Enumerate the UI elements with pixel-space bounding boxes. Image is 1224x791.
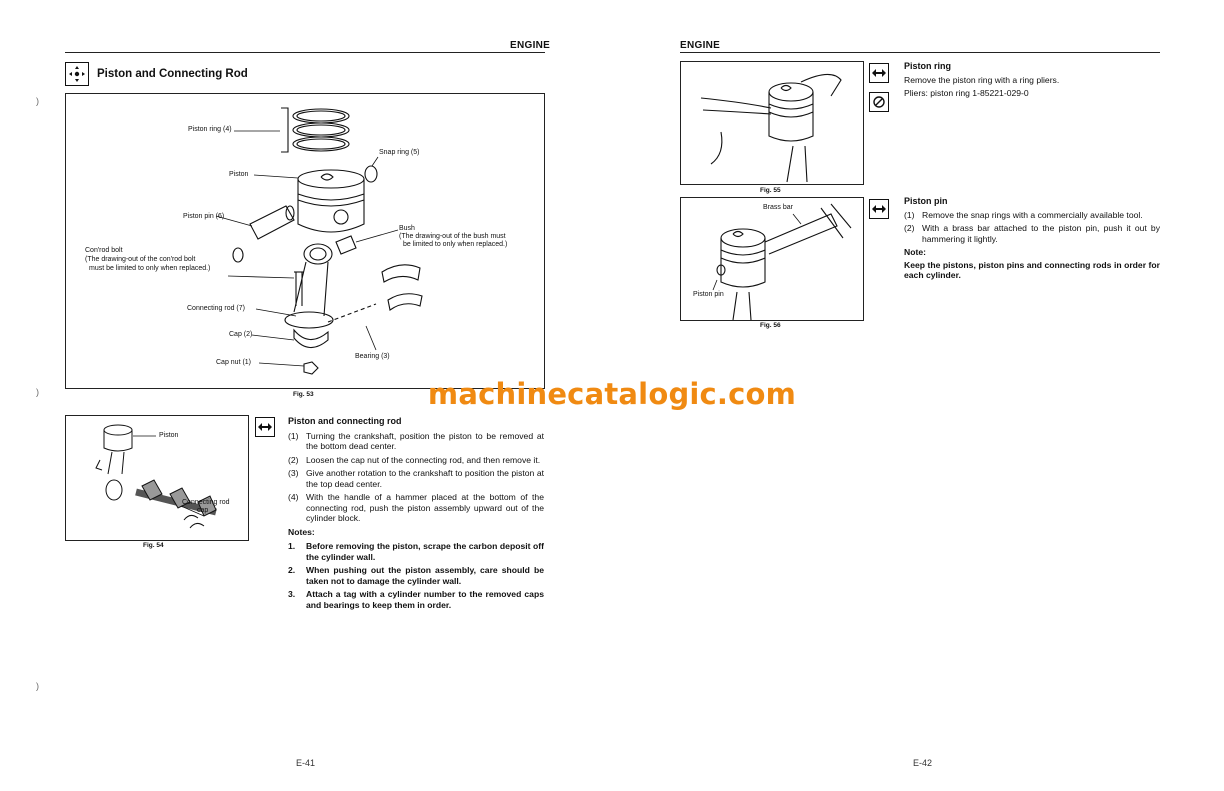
notes-heading: Notes: [288,526,315,537]
piston-pin-step: (1) Remove the snap rings with a commercially available tool. [904,209,1143,220]
procedure-step: (2) Loosen the cap nut of the connecting rod, and then remove it. [288,454,541,465]
fig54-caption: Fig. 54 [143,542,164,549]
piston-pin-block [904,196,1160,281]
left-header-rule [65,52,545,53]
label-conrod-bolt: Con'rod bolt [85,247,123,254]
fig54-label-conrod-cap-1: Connecting rod [182,499,230,506]
label-connecting-rod: Connecting rod (7) [187,305,245,312]
piston-ring-block [904,61,1164,99]
fig56-caption: Fig. 56 [760,322,781,329]
disassembly-icon [65,62,89,86]
piston-ring-line-2: Pliers: piston ring 1-85221-029-0 [904,88,1029,98]
note-item: 2. When pushing out the piston assembly, care should be taken not to damage the cylinder wall. [288,565,544,586]
fig56-illustration [680,197,864,321]
label-cap-nut: Cap nut (1) [216,359,252,366]
procedure-heading: Piston and connecting rod [288,416,402,426]
removal-icon [869,63,889,83]
margin-mark: ) [36,387,39,397]
watermark: machinecatalogic.com [427,377,797,411]
piston-pin-heading: Piston pin [904,196,948,206]
fig54-label-conrod-cap-2: cap [197,507,209,514]
fig54-label-piston: Piston [159,432,179,439]
label-snap-ring: Snap ring (5) [379,149,420,156]
note-text: Keep the pistons, piston pins and connecting rods in order for each cylinder. [904,259,1160,280]
right-page-header: ENGINE [680,40,721,51]
label-cap: Cap (2) [229,331,253,338]
label-bush-note-2: be limited to only when replaced.) [403,241,508,248]
removal-icon [869,199,889,219]
label-conrod-note-1: (The drawing-out of the con'rod bolt [85,256,196,263]
left-page-number: E-41 [296,758,316,768]
right-header-rule [680,52,1160,53]
label-conrod-note-2: must be limited to only when replaced.) [89,265,211,272]
fig55-illustration [680,61,864,185]
special-tool-icon [869,92,889,112]
label-piston-ring: Piston ring (4) [188,126,232,133]
fig54-illustration [65,415,249,541]
label-bush: Bush [399,225,415,232]
fig55-caption: Fig. 55 [760,187,781,194]
section-title: Piston and Connecting Rod [97,68,248,80]
note-item: 3. Attach a tag with a cylinder number to the removed caps and bearings to keep them in order. [288,589,544,610]
piston-ring-heading: Piston ring [904,61,951,71]
label-bush-note-1: (The drawing-out of the bush must [399,233,506,240]
piston-ring-line-1: Remove the piston ring with a ring pliers. [904,74,1060,85]
procedure-step: (4) With the handle of a hammer placed at the bottom of the connecting rod, push the piston assembly upward out of the cylinder block. [288,492,544,523]
fig53-illustration [65,93,545,389]
removal-icon [255,417,275,437]
fig53-caption: Fig. 53 [293,391,314,398]
procedure-block [288,416,544,613]
margin-mark: ) [36,681,39,691]
piston-pin-step: (2) With a brass bar attached to the piston pin, push it out by hammering it lightly. [904,223,1160,244]
fig56-label-piston-pin: Piston pin [693,291,724,298]
note-item: 1. Before removing the piston, scrape the carbon deposit off the cylinder wall. [288,541,544,562]
left-page-header: ENGINE [510,40,551,51]
procedure-step: (3) Give another rotation to the crankshaft to position the piston at the top dead center. [288,468,544,489]
procedure-step: (1) Turning the crankshaft, position the piston to be removed at the bottom dead center. [288,430,544,451]
label-piston: Piston [229,171,249,178]
note-heading: Note: [904,247,926,257]
label-bearing: Bearing (3) [355,353,390,360]
margin-mark: ) [36,96,39,106]
label-piston-pin: Piston pin (6) [183,213,225,220]
fig56-label-brass-bar: Brass bar [763,204,793,211]
right-page-number: E-42 [913,758,933,768]
